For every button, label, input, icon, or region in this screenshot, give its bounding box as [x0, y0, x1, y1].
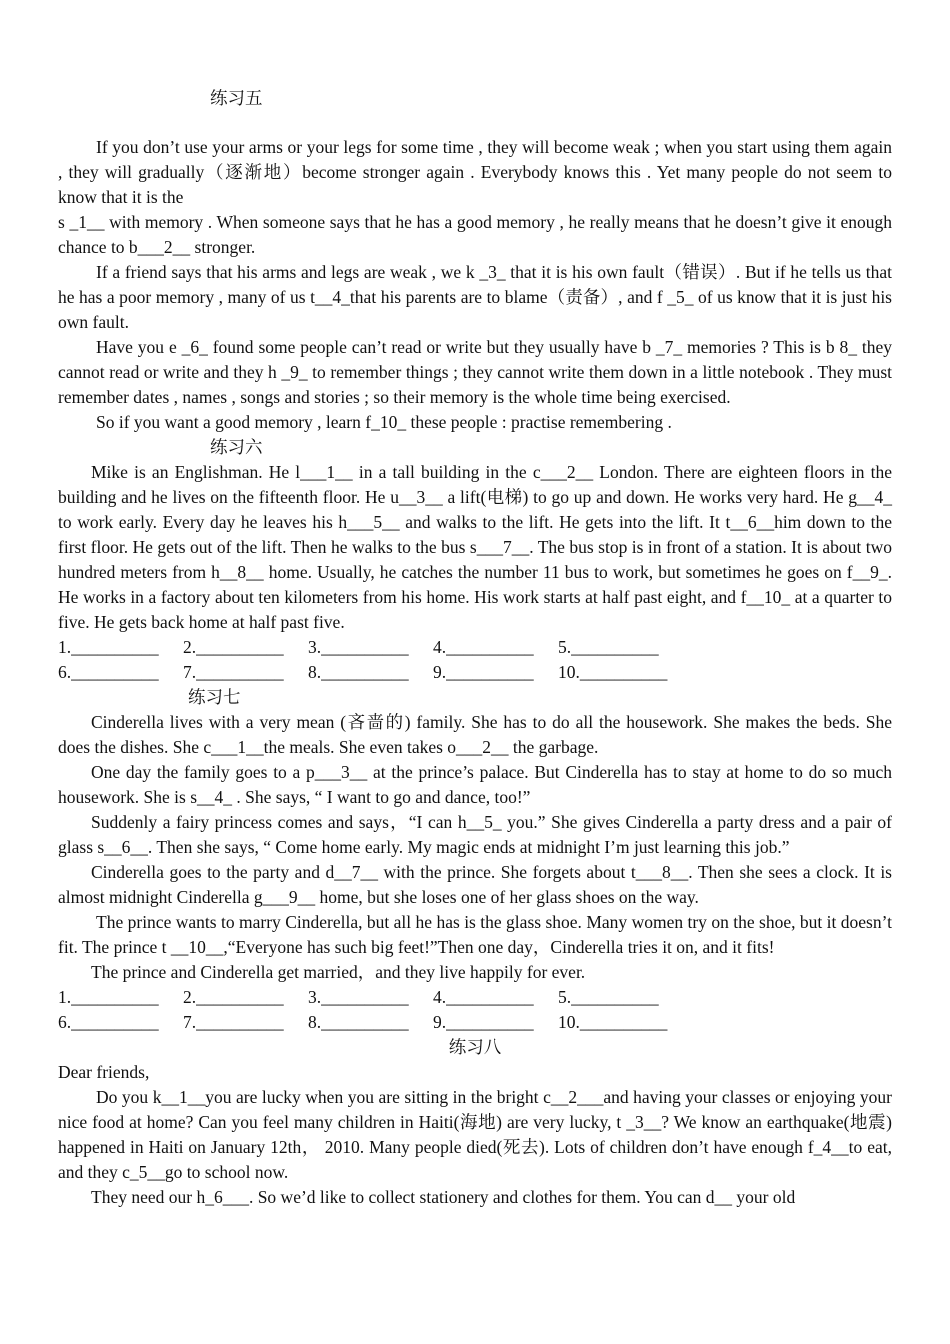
ex8-paragraph-2: They need our h_6___. So we’d like to collect stationery and clothes for them. You can d__ your old [91, 1187, 796, 1207]
ex6-paragraph-1: Mike is an Englishman. He l___1__ in a tall building in the c___2__ London. There are eighteen floors in the building and he lives on the fifteenth floor. He u__3__ a lift(电梯) to go up and down. He works very hard. He g__4_ to work early. Every day he leaves his h___5__ and walks to the lift. He gets into the lift. It t__6__him down to the first floor. He gets out of the lift. Then he walks to the bus s___7__. The bus stop is in front of a station. It is about two hundred meters from h__8__ home. Usually, he catches the number 11 bus to work, but sometimes he goes on f__9_. He works in a factory about ten kilometers from his home. His work starts at half past eight, and f__10_ at a quarter to five. He gets back home at half past five. [58, 462, 892, 632]
answer-blank[interactable]: 9.__________ [433, 1012, 534, 1032]
ex5-paragraph-3: Have you e _6_ found some people can’t read or write but they usually have b _7_ memories ? This is b 8_ they cannot read or write and they h _9_ to remember things ; they cannot write them down in a little notebook . They must remember dates , names , songs and stories ; so their memory is the whole time being exercised. [58, 337, 892, 407]
answer-blank[interactable]: 1.__________ [58, 987, 159, 1007]
answer-blank[interactable]: 7.__________ [183, 1012, 284, 1032]
answer-blank[interactable]: 3.__________ [308, 987, 409, 1007]
answer-blank[interactable]: 7.__________ [183, 662, 284, 682]
answer-blank[interactable]: 8.__________ [308, 1012, 409, 1032]
answer-blank[interactable]: 8.__________ [308, 662, 409, 682]
exercise-6-title: 练习六 [210, 437, 263, 457]
answer-blank[interactable]: 10.__________ [558, 1012, 668, 1032]
answer-blank[interactable]: 3.__________ [308, 637, 409, 657]
exercise-8-title: 练习八 [448, 1037, 502, 1057]
answer-blank[interactable]: 9.__________ [433, 662, 534, 682]
answer-blank[interactable]: 1.__________ [58, 637, 159, 657]
ex5-paragraph-1b: s _1__ with memory . When someone says that he has a good memory , he really means that he doesn’t give it enough chance to b___2__ stronger. [58, 212, 892, 257]
ex7-answer-row-2 [58, 1010, 892, 1035]
ex7-paragraph-2: One day the family goes to a p___3__ at the prince’s palace. But Cinderella has to stay at home to do so much housework. She is s__4_ . She says, “ I want to go and dance, too!” [58, 762, 892, 807]
ex7-paragraph-1: Cinderella lives with a very mean (吝啬的) family. She has to do all the housework. She makes the beds. She does the dishes. She c___1__the meals. She even takes o___2__ the garbage. [58, 712, 892, 757]
ex6-answer-row-1 [58, 635, 892, 660]
answer-blank[interactable]: 4.__________ [433, 987, 534, 1007]
ex8-greeting: Dear friends, [58, 1062, 150, 1082]
ex7-paragraph-5: The prince wants to marry Cinderella, but all he has is the glass shoe. Many women try on the shoe, but it doesn’t fit. The prince t __10__,“Everyone has such big feet!”Then one day，Cinderella tries it on, and it fits! [58, 912, 892, 957]
ex7-paragraph-3: Suddenly a fairy princess comes and says，“I can h__5_ you.” She gives Cinderella a party dress and a pair of glass s__6__. Then she says, “ Come home early. My magic ends at midnight I’m just learning this job.” [58, 812, 892, 857]
answer-blank[interactable]: 4.__________ [433, 637, 534, 657]
answer-blank[interactable]: 10.__________ [558, 662, 668, 682]
answer-blank[interactable]: 2.__________ [183, 987, 284, 1007]
ex7-answer-row-1 [58, 985, 892, 1010]
ex5-paragraph-1a: If you don’t use your arms or your legs for some time , they will become weak ; when you start using them again , they will gradually（逐渐地）become stronger again . Everybody knows this . Yet many people do not seem to know that it is the [58, 137, 892, 207]
ex7-paragraph-4: Cinderella goes to the party and d__7__ with the prince. She forgets about t___8__. Then she sees a clock. It is almost midnight Cinderella g___9__ home, but she loses one of her glass shoes on the way. [58, 862, 892, 907]
exercise-7-title: 练习七 [188, 687, 241, 707]
ex5-paragraph-4: So if you want a good memory , learn f_10_ these people : practise remembering . [96, 412, 672, 432]
answer-blank[interactable]: 6.__________ [58, 1012, 159, 1032]
answer-blank[interactable]: 6.__________ [58, 662, 159, 682]
ex6-answer-row-2 [58, 660, 892, 685]
ex8-paragraph-1: Do you k__1__you are lucky when you are sitting in the bright c__2___and having your classes or enjoying your nice food at home? Can you feel many children in Haiti(海地) are very lucky, t _3__? We know an earthquake(地震) happened in Haiti on January 12th， 2010. Many people died(死去). Lots of children don’t have enough f_4__to eat, and they c_5__go to school now. [58, 1087, 892, 1182]
ex7-paragraph-6: The prince and Cinderella get married，and they live happily for ever. [91, 962, 586, 982]
document-page [58, 86, 892, 1210]
answer-blank[interactable]: 5.__________ [558, 987, 659, 1007]
ex5-paragraph-2: If a friend says that his arms and legs are weak , we k _3_ that it is his own fault（错误）. But if he tells us that he has a poor memory , many of us t__4_that his parents are to blame（责备）, and f _5_ of us know that it is just his own fault. [58, 262, 892, 332]
answer-blank[interactable]: 2.__________ [183, 637, 284, 657]
exercise-5-title: 练习五 [210, 88, 263, 108]
answer-blank[interactable]: 5.__________ [558, 637, 659, 657]
